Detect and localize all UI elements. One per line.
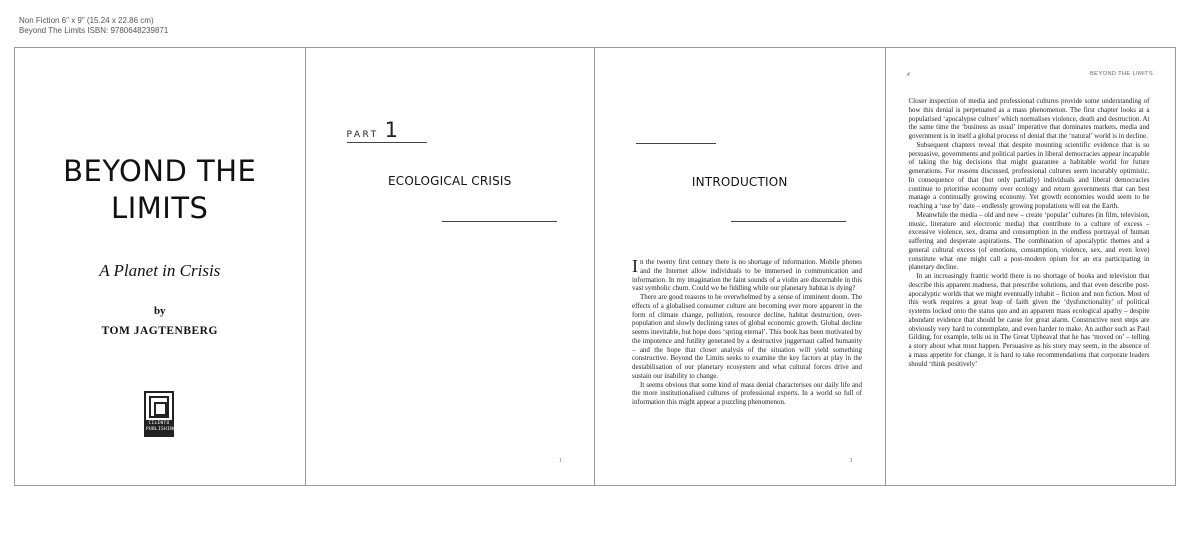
book-spread: [14, 47, 1176, 486]
part-heading: [347, 118, 398, 142]
logo-text-1: CILENTO: [148, 421, 170, 426]
file-info: [19, 16, 168, 36]
paragraph: In an increasingly frantic world there is no shortage of books and television that describe this apparent madness, that prescribe solutions, and that even describe post-apocalyptic worlds that we might eventually inhabit – fiction and non fiction. Most of this work requires a great leap of faith given the ‘dysfunctionality’ of political systems locked onto the status quo and an apparent mass ecological apathy – despite abundant evidence that should be cause for great alarm. Constructive next steps are obviously very hard to contemplate, and even harder to make. An author such as Paul Gilding, for example, tells us in The Great Upheaval that he has ‘moved on’ – telling a story about what must happen. Persuasive as his story may seem, in the absence of a mass appetite for change, it is hard to take recommendations that corporate leaders should ‘think positively’: [908, 272, 1150, 368]
part-word: PART: [346, 130, 379, 140]
logo-inner-square: [154, 402, 167, 416]
page-number: 3: [849, 457, 853, 464]
chapter-title: INTRODUCTION: [691, 175, 788, 189]
paragraph: Meanwhile the media – old and new – create ‘popular’ cultures (in film, television, music, literature and electronic media) that contribute to a culture of excess – excessive violence, sex, drama and consumption in the endless portrayal of human suffering and desperate aspirations. The combination of apocalyptic themes and a general cultural excess (of emotions, consumption, violence, sex, and even love) constitute what one might call a post-modern opium for an era participating in planetary decline.: [908, 210, 1150, 272]
drop-cap: I: [632, 256, 638, 276]
part-rule: [347, 142, 427, 143]
running-page-number: 4: [906, 71, 910, 78]
paragraph-text: n the twenty first century there is no shortage of information. Mobile phones and the Internet allow individuals to be immersed in communication and information. In my imagination the faint sounds of a violin are discernable in this vast symbolic churn. Could we be fiddling while our planetary habitat is dying?: [632, 258, 862, 293]
paragraph: [632, 258, 862, 293]
paragraph: Closer inspection of media and professional cultures provide some understanding of how this denial is perpetuated as a mass phenomenon. The first chapter looks at a popularised ‘apocalypse culture’ which normalises violence, death and destruction. At the same time the ‘business as usual’ imperative that dominates markets, media and government is in itself a global process of denial that the ‘natural’ world is in decline.: [908, 97, 1150, 140]
book-subtitle: A Planet in Crisis: [99, 261, 221, 280]
part-number: 1: [384, 118, 398, 142]
introduction-page: [595, 48, 886, 485]
part-page: [306, 48, 596, 485]
cover-page: [15, 48, 306, 485]
chapter-title-rule: [731, 221, 846, 222]
book-title: [15, 153, 305, 227]
part-title-rule: [442, 221, 557, 222]
by-line: by: [153, 305, 166, 317]
part-title: ECOLOGICAL CRISIS: [388, 174, 512, 188]
logo-text-band: [146, 420, 177, 435]
paragraph: Subsequent chapters reveal that despite mounting scientific evidence that is so persuasive, governments and political parties in liberal democracies appear incapable of taking the big decisions that might guarantee a habitable world for future generations. For reasons discussed, professional cultures seem incurably optimistic. In consequence of that (but only partially) individuals and liberal democracies continue to prioritise economy over ecology and return governments that can best manage a continually growing economy. Yet growth economies would seem to be reaching a ‘use by’ date – endlessly growing populations will eat the Earth.: [908, 140, 1150, 210]
intro-body-text: [632, 258, 862, 407]
text-page: [886, 48, 1176, 485]
logo-text-2: PUBLISHING: [146, 427, 177, 432]
paragraph: There are good reasons to be overwhelmed by a sense of imminent doom. The effects of a globalised consumer culture are becoming ever more apparent in the form of climate change, pollution, resource decline, habitat destruction, over-population and slowly declining rates of global economic growth. Global decline seems inevitable, but hope does ‘spring eternal’. This book has been motivated by the impotence and futility generated by a destructive juggernaut called humanity – and the hope that closer analysis of the situation will yield something constructive. Beyond the Limits seeks to examine the key factors at play in the destabilisation of our planetary ecosystem and what cultural forces drive and sustain our inability to change.: [632, 293, 862, 380]
page-number: 1: [558, 457, 562, 464]
top-rule: [636, 143, 716, 144]
format-line: Non Fiction 6" x 9" (15.24 x 22.86 cm): [19, 16, 154, 25]
book-title-line-2: LIMITS: [111, 191, 209, 225]
book-title-line-1: BEYOND THE: [63, 154, 257, 188]
body-text: [909, 97, 1150, 368]
author-name: TOM JAGTENBERG: [101, 325, 218, 337]
isbn-line: Beyond The Limits ISBN: 9780648239871: [19, 26, 169, 35]
running-head: BEYOND THE LIMITS: [1090, 71, 1153, 77]
publisher-logo: [144, 391, 177, 437]
paragraph: It seems obvious that some kind of mass denial characterises our daily life and the more institutionalised cultures of professional experts. In a world so full of information this might appear a puzzling phenomenon.: [632, 380, 862, 406]
